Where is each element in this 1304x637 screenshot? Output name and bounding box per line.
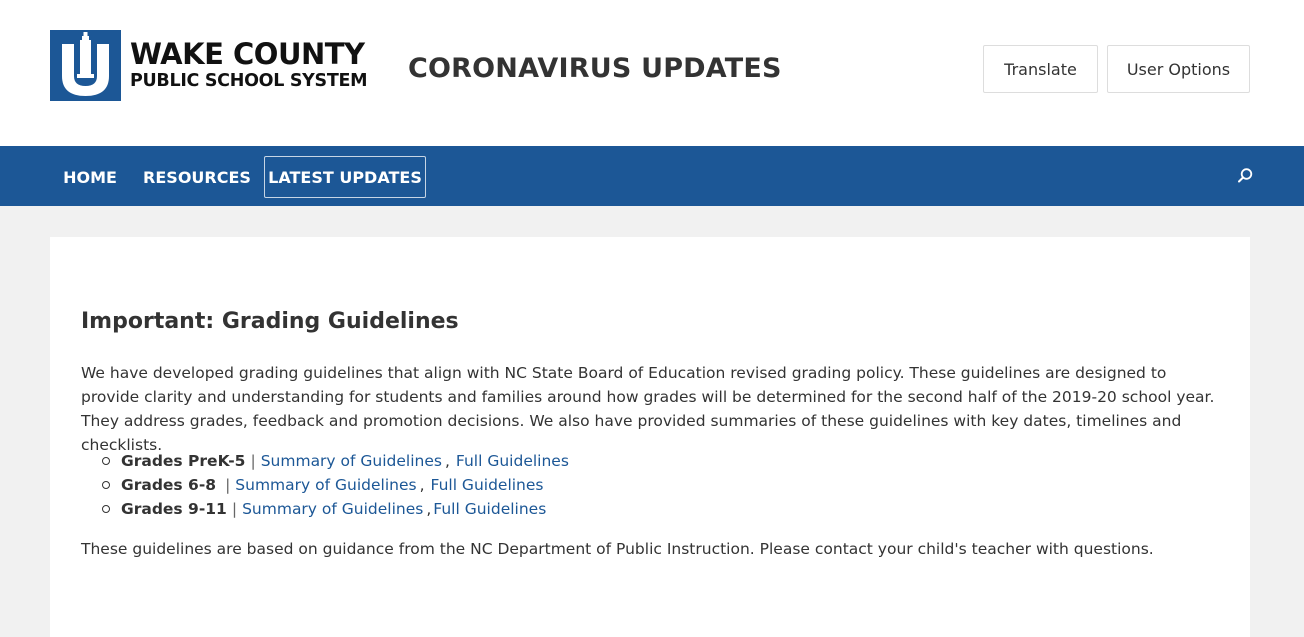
intro-paragraph: We have developed grading guidelines that align with NC State Board of Education revised grading policy. These guidelines are designed to provide clarity and understanding for students and families around how grades will be determined for the second half of the 2019-20 school year. They address grades, feedback and promotion decisions. We also have provided summaries of these guidelines with key dates, timelines and checklists. [81, 364, 1215, 454]
grade-label: Grades 9-11 [121, 500, 227, 518]
grade-label: Grades 6-8 [121, 476, 217, 494]
logo-line-1: WAKE COUNTY [130, 37, 365, 71]
logo-wordmark [130, 39, 367, 92]
full-guidelines-link[interactable]: Full Guidelines [455, 452, 569, 470]
circle-bullet-icon [102, 457, 110, 465]
separator: | [231, 500, 238, 518]
content-card [50, 237, 1250, 637]
wcpss-emblem-icon [50, 30, 121, 101]
separator: | [225, 476, 231, 494]
nav-item-latest-updates[interactable]: LATEST UPDATES [264, 156, 426, 198]
wcpss-logo[interactable] [50, 30, 367, 101]
full-guidelines-link[interactable]: Full Guidelines [433, 500, 547, 518]
nav-item-home[interactable]: HOME [63, 167, 117, 187]
comma: , [444, 452, 450, 470]
list-item [102, 473, 569, 497]
logo-line-2: PUBLIC SCHOOL SYSTEM [130, 71, 368, 91]
main-nav [0, 146, 1304, 206]
list-item [102, 497, 569, 521]
search-icon[interactable] [1234, 165, 1256, 187]
user-options-button[interactable]: User Options [1107, 45, 1250, 93]
nav-item-resources[interactable]: RESOURCES [143, 167, 251, 187]
page-heading: Important: Grading Guidelines [81, 309, 459, 334]
summary-guidelines-link[interactable]: Summary of Guidelines [235, 476, 417, 494]
summary-guidelines-link[interactable]: Summary of Guidelines [242, 500, 424, 518]
grade-label: Grades PreK-5 [121, 452, 246, 470]
full-guidelines-link[interactable]: Full Guidelines [430, 476, 544, 494]
site-header [0, 0, 1304, 146]
site-title: CORONAVIRUS UPDATES [408, 53, 782, 84]
comma: , [419, 476, 425, 494]
comma: , [426, 500, 432, 518]
circle-bullet-icon [102, 481, 110, 489]
outro-paragraph: These guidelines are based on guidance from the NC Department of Public Instruction. Please contact your child's teacher with questions. [81, 540, 1154, 558]
translate-button[interactable]: Translate [983, 45, 1098, 93]
separator: | [250, 452, 256, 470]
summary-guidelines-link[interactable]: Summary of Guidelines [260, 452, 442, 470]
circle-bullet-icon [102, 505, 110, 513]
grades-list [102, 449, 569, 521]
list-item [102, 449, 569, 473]
